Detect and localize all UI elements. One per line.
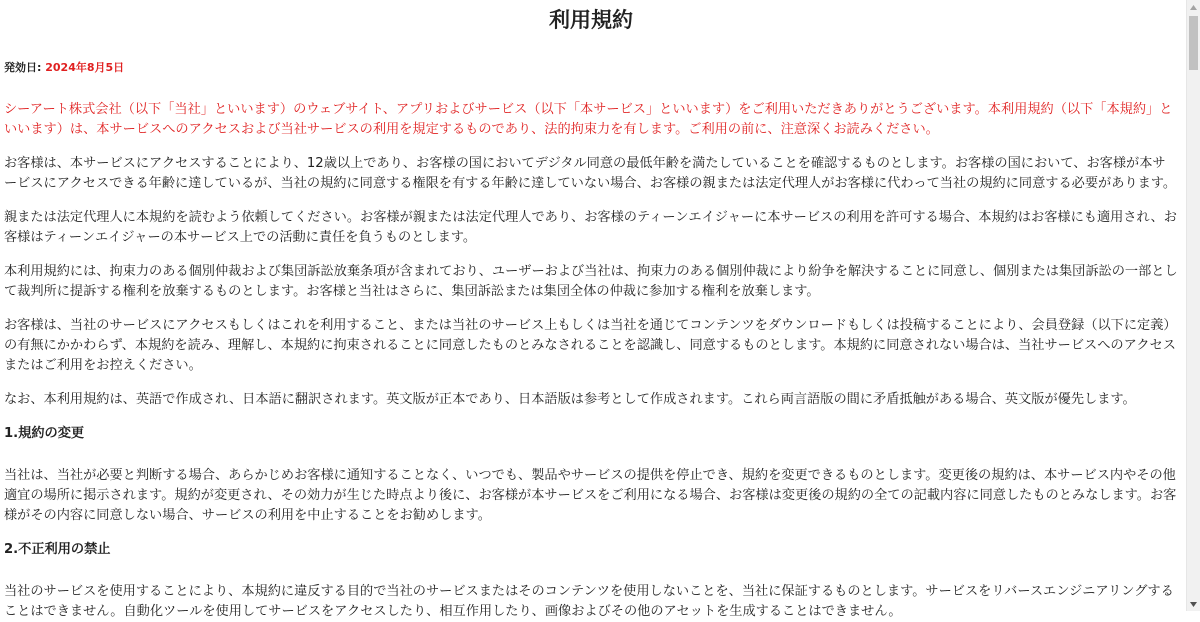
effective-date-value: 2024年8月5日: [45, 61, 125, 74]
paragraph-arbitration: 本利用規約には、拘束力のある個別仲裁および集団訴訟放棄条項が含まれており、ユーザーおよび当社は、拘束力のある個別仲裁により紛争を解決することに同意し、個別または集団訴訟の一部として裁判所に提訴する権利を放棄するものとします。お客様と当社はさらに、集団訴訟または集団全体の仲裁に参加する権利を放棄します。: [4, 264, 1178, 299]
paragraph-acceptance: お客様は、当社のサービスにアクセスもしくはこれを利用すること、または当社のサービス上もしくは当社を通じてコンテンツをダウンロードもしくは投稿することにより、会員登録（以下に定義）の有無にかかわらず、本規約を読み、理解し、本規約に拘束されることに同意したものとみなされることを認識し、同意するものとします。本規約に同意されない場合は、当社サービスへのアクセスまたはご利用をお控えください。: [4, 318, 1177, 373]
section-body-misuse: 当社のサービスを使用することにより、本規約に違反する目的で当社のサービスまたはそのコンテンツを使用しないことを、当社に保証するものとします。サービスをリバースエンジニアリングすることはできません。自動化ツールを使用してサービスをアクセスしたり、相互作用したり、画像およびその他のアセットを生成することはできません。: [4, 584, 1174, 619]
vertical-scrollbar[interactable]: [1186, 0, 1200, 611]
scroll-thumb[interactable]: [1189, 16, 1198, 70]
paragraph-age-requirement: お客様は、本サービスにアクセスすることにより、12歳以上であり、お客様の国においてデジタル同意の最低年齢を満たしていることを確認するものとします。お客様の国において、お客様が本サービスにアクセスできる年齢に達しているが、当社の規約に同意する権限を有する年齢に達していない場合、お客様の親または法定代理人がお客様に代わって当社の規約に同意する必要があります。: [4, 156, 1177, 191]
section-heading-misuse: 2.不正利用の禁止: [4, 542, 111, 557]
paragraph-language: なお、本利用規約は、英語で作成され、日本語に翻訳されます。英文版が正本であり、日本語版は参考として作成されます。これら両言語版の間に矛盾抵触がある場合、英文版が優先します。: [4, 392, 1136, 407]
intro-paragraph: シーアート株式会社（以下「当社」といいます）のウェブサイト、アプリおよびサービス（以下「本サービス」といいます）をご利用いただきありがとうございます。本利用規約（以下「本規約」といいます）は、本サービスへのアクセスおよび当社サービスの利用を規定するものであり、法的拘束力を有します。ご利用の前に、注意深くお読みください。: [4, 102, 1173, 137]
paragraph-guardian: 親または法定代理人に本規約を読むよう依頼してください。お客様が親または法定代理人であり、お客様のティーンエイジャーに本サービスの利用を許可する場合、本規約はお客様にも適用され、お客様はティーンエイジャーの本サービス上での活動に責任を負うものとします。: [4, 210, 1177, 245]
scroll-up-icon[interactable]: [1187, 0, 1200, 14]
effective-date-label: 発効日:: [4, 61, 42, 74]
section-body-changes: 当社は、当社が必要と判断する場合、あらかじめお客様に通知することなく、いつでも、製品やサービスの提供を停止でき、規約を変更できるものとします。変更後の規約は、本サービス内やその他適宜の場所に掲示されます。規約が変更され、その効力が生じた時点より後に、お客様が本サービスをご利用になる場合、お客様は変更後の規約の全ての記載内容に同意したものとみなします。お客様がその内容に同意しない場合、サービスの利用を中止することをお勧めします。: [4, 468, 1177, 523]
page-title: 利用規約: [549, 8, 633, 32]
section-heading-changes: 1.規約の変更: [4, 426, 85, 441]
scroll-down-icon[interactable]: [1187, 597, 1200, 611]
effective-date-line: [4, 60, 1178, 76]
